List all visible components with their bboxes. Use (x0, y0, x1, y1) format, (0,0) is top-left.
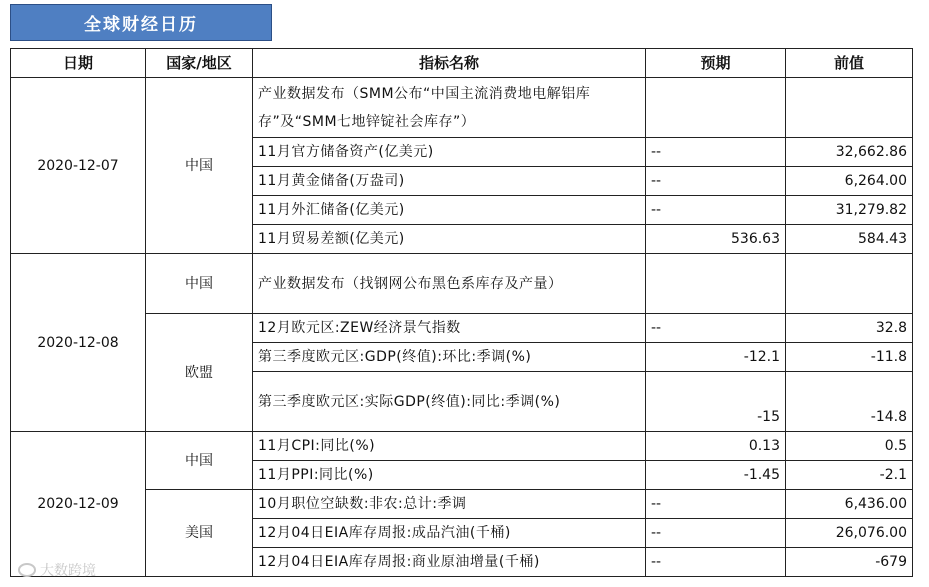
previous-cell: -2.1 (786, 461, 913, 490)
column-header-expected: 预期 (646, 49, 786, 78)
indicator-cell: 11月贸易差额(亿美元) (253, 225, 646, 254)
watermark (18, 560, 96, 580)
indicator-cell: 11月外汇储备(亿美元) (253, 196, 646, 225)
indicator-cell: 11月官方储备资产(亿美元) (253, 138, 646, 167)
expected-cell: -- (646, 548, 786, 577)
date-cell: 2020-12-09 (11, 432, 146, 577)
previous-cell: 6,264.00 (786, 167, 913, 196)
indicator-cell: 10月职位空缺数:非农:总计:季调 (253, 490, 646, 519)
indicator-cell: 11月PPI:同比(%) (253, 461, 646, 490)
expected-cell: -- (646, 519, 786, 548)
indicator-cell: 第三季度欧元区:实际GDP(终值):同比:季调(%) (253, 372, 646, 432)
table-row (11, 254, 913, 314)
country-cell: 中国 (146, 78, 253, 254)
country-cell: 美国 (146, 490, 253, 577)
country-cell: 中国 (146, 432, 253, 490)
previous-cell: 584.43 (786, 225, 913, 254)
expected-cell: 536.63 (646, 225, 786, 254)
expected-cell: -12.1 (646, 343, 786, 372)
expected-cell (646, 254, 786, 314)
previous-cell: -679 (786, 548, 913, 577)
indicator-cell: 第三季度欧元区:GDP(终值):环比:季调(%) (253, 343, 646, 372)
date-cell: 2020-12-08 (11, 254, 146, 432)
column-header-previous: 前值 (786, 49, 913, 78)
column-header-indicator: 指标名称 (253, 49, 646, 78)
expected-cell: -- (646, 167, 786, 196)
expected-cell: 0.13 (646, 432, 786, 461)
header-row (11, 49, 913, 78)
table-row (11, 78, 913, 138)
indicator-cell: 12月04日EIA库存周报:成品汽油(千桶) (253, 519, 646, 548)
expected-cell: -- (646, 196, 786, 225)
indicator-cell: 12月欧元区:ZEW经济景气指数 (253, 314, 646, 343)
expected-cell: -1.45 (646, 461, 786, 490)
previous-cell: -14.8 (786, 372, 913, 432)
previous-cell: 6,436.00 (786, 490, 913, 519)
indicator-cell: 产业数据发布（找钢网公布黑色系库存及产量） (253, 254, 646, 314)
expected-cell: -- (646, 490, 786, 519)
country-cell: 中国 (146, 254, 253, 314)
expected-cell: -15 (646, 372, 786, 432)
watermark-text: 大数跨境 (40, 563, 96, 579)
country-cell: 欧盟 (146, 314, 253, 432)
indicator-cell: 12月04日EIA库存周报:商业原油增量(千桶) (253, 548, 646, 577)
column-header-country: 国家/地区 (146, 49, 253, 78)
indicator-cell: 11月黄金储备(万盎司) (253, 167, 646, 196)
previous-cell: 32,662.86 (786, 138, 913, 167)
economic-calendar-table (10, 48, 913, 577)
calendar-title-banner (10, 4, 272, 41)
previous-cell (786, 78, 913, 138)
table-row (11, 490, 913, 519)
column-header-date: 日期 (11, 49, 146, 78)
table-row (11, 432, 913, 461)
previous-cell (786, 254, 913, 314)
watermark-logo-icon (18, 563, 36, 577)
previous-cell: 0.5 (786, 432, 913, 461)
expected-cell: -- (646, 314, 786, 343)
table-row (11, 314, 913, 343)
expected-cell: -- (646, 138, 786, 167)
indicator-cell: 产业数据发布（SMM公布“中国主流消费地电解铝库存”及“SMM七地锌锭社会库存”） (253, 78, 646, 138)
indicator-cell: 11月CPI:同比(%) (253, 432, 646, 461)
previous-cell: -11.8 (786, 343, 913, 372)
previous-cell: 31,279.82 (786, 196, 913, 225)
previous-cell: 26,076.00 (786, 519, 913, 548)
expected-cell (646, 78, 786, 138)
previous-cell: 32.8 (786, 314, 913, 343)
date-cell: 2020-12-07 (11, 78, 146, 254)
calendar-title: 全球财经日历 (84, 15, 198, 35)
